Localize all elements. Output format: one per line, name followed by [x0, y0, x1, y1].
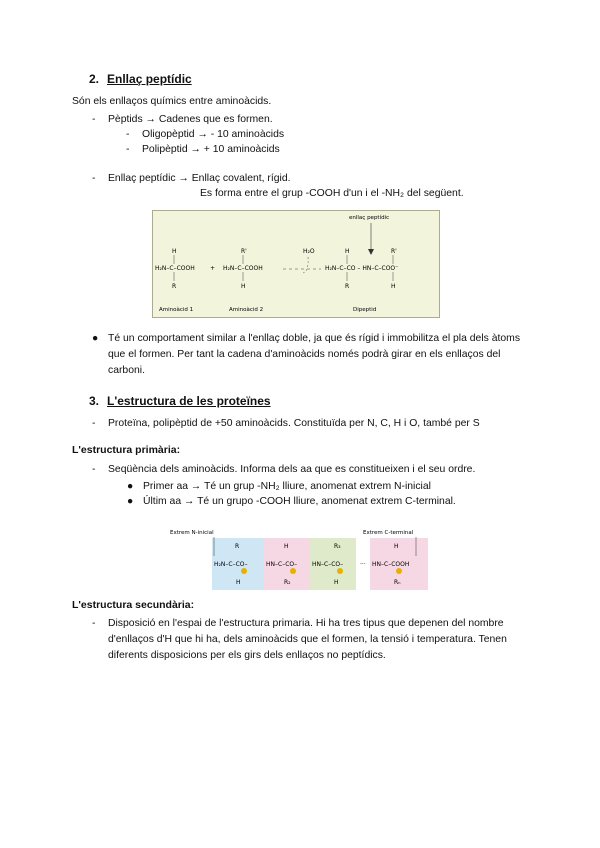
- section-3-intro: - Proteïna, polipèptid de +50 aminoàcids. Constituïda per N, C, H i O, també per S: [92, 418, 480, 429]
- label-dipeptide: Dipeptid: [353, 307, 377, 313]
- n-terminal-label: Extrem N-inicial: [170, 530, 214, 536]
- bullet-paragraph: ● Té un comportament similar a l'enllaç doble, ja que és rígid i immobilitza el pla dels àtoms que el formen. Per tant la cadena d'aminoàcids només podrà girar en els enllaços del carboni.: [92, 333, 521, 376]
- oxygen-dot-icon: [290, 568, 296, 574]
- bullet-item: ● Últim aa → Té un grupo -COOH lliure, anomenat extrem C-terminal.: [127, 494, 456, 510]
- h-atom: H: [236, 579, 241, 586]
- sub-list-item: - Polipèptid → + 10 aminoàcids: [126, 144, 280, 155]
- list-item: - Enllaç peptídic → Enllaç covalent, rígid.: [92, 173, 291, 184]
- section-2-intro: Són els enllaços químics entre aminoàcids.: [72, 96, 272, 107]
- section-2-heading: [89, 72, 192, 86]
- substituent-h: H: [345, 248, 350, 255]
- list-item: - Seqüència dels aminoàcids. Informa dels aa que es constitueixen i el seu ordre.: [92, 464, 476, 475]
- formula-aminoacid-1: H₂N–C–COOH: [155, 265, 195, 272]
- section-number: 3.: [89, 394, 100, 408]
- chain-residue-3: HN–C–CO–: [312, 561, 344, 568]
- peptide-bond-diagram: [153, 211, 439, 317]
- list-item: - Pèptids → Cadenes que es formen.: [92, 114, 273, 125]
- peptide-bond-label: enllaç peptídic: [349, 215, 390, 221]
- primary-chain-diagram: [170, 524, 434, 592]
- plus-sign: +: [210, 265, 216, 272]
- r-group: Rₙ: [394, 579, 401, 586]
- list-item: - Disposició en l'espai de l'estructura primaria. Hi ha tres tipus que depenen del nombre d'enllaços d'H que hi ha, dels aminoàcids que el formen, la tensió i temperatura. Tenen diferents disposicions per els girs dels enllaços no peptídics.: [92, 618, 507, 661]
- substituent-r-prime: R': [391, 248, 397, 255]
- section-number: 2.: [89, 72, 100, 86]
- c-terminal-label: Extrem C-terminal: [363, 530, 414, 536]
- r-group: R: [235, 543, 240, 550]
- bullet-icon: ●: [127, 481, 134, 492]
- water-label: H₂O: [303, 248, 315, 255]
- label-aminoacid-1: Aminoàcid 1: [159, 307, 194, 313]
- chain-ellipsis: ···: [360, 561, 366, 568]
- h-atom: H: [394, 543, 399, 550]
- r-group: R₂: [284, 579, 291, 586]
- secondary-structure-heading: L'estructura secundària:: [72, 599, 195, 611]
- oxygen-dot-icon: [337, 568, 343, 574]
- section-3-heading: [89, 394, 271, 408]
- substituent-r: R: [172, 283, 177, 290]
- substituent-h: H: [241, 283, 246, 290]
- substituent-h: H: [391, 283, 396, 290]
- arrow-head-icon: [368, 249, 374, 255]
- formula-dipeptide: H₂N–C–CO – HN–C–COO⁻: [325, 265, 399, 272]
- oxygen-dot-icon: [396, 568, 402, 574]
- list-item-detail: Es forma entre el grup -COOH d'un i el -NH₂ del següent.: [200, 188, 464, 199]
- peptide-bond-figure: [152, 210, 440, 318]
- chain-residue-n: HN–C–COOH: [372, 561, 410, 568]
- chain-residue-2: HN–C–CO–: [266, 561, 298, 568]
- section-title: Enllaç peptídic: [107, 72, 192, 86]
- bullet-icon: ●: [127, 496, 134, 507]
- formula-aminoacid-2: H₂N–C–COOH: [223, 265, 263, 272]
- substituent-h: H: [172, 248, 177, 255]
- primary-structure-figure: [170, 524, 434, 592]
- oxygen-dot-icon: [241, 568, 247, 574]
- section-title: L'estructura de les proteïnes: [107, 394, 271, 408]
- chain-residue-1: H₂N–C–CO–: [214, 561, 248, 568]
- substituent-r-prime: R': [241, 248, 247, 255]
- label-aminoacid-2: Aminoàcid 2: [229, 307, 264, 313]
- bullet-item: ● Primer aa → Té un grup -NH₂ lliure, anomenat extrem N-inicial: [127, 479, 431, 495]
- primary-structure-heading: L'estructura primària:: [72, 444, 181, 456]
- substituent-r: R: [345, 283, 350, 290]
- bullet-icon: ●: [92, 333, 99, 344]
- r-group: R₃: [334, 543, 341, 550]
- h-atom: H: [284, 543, 289, 550]
- h-atom: H: [334, 579, 339, 586]
- sub-list-item: - Oligopèptid → - 10 aminoàcids: [126, 129, 285, 140]
